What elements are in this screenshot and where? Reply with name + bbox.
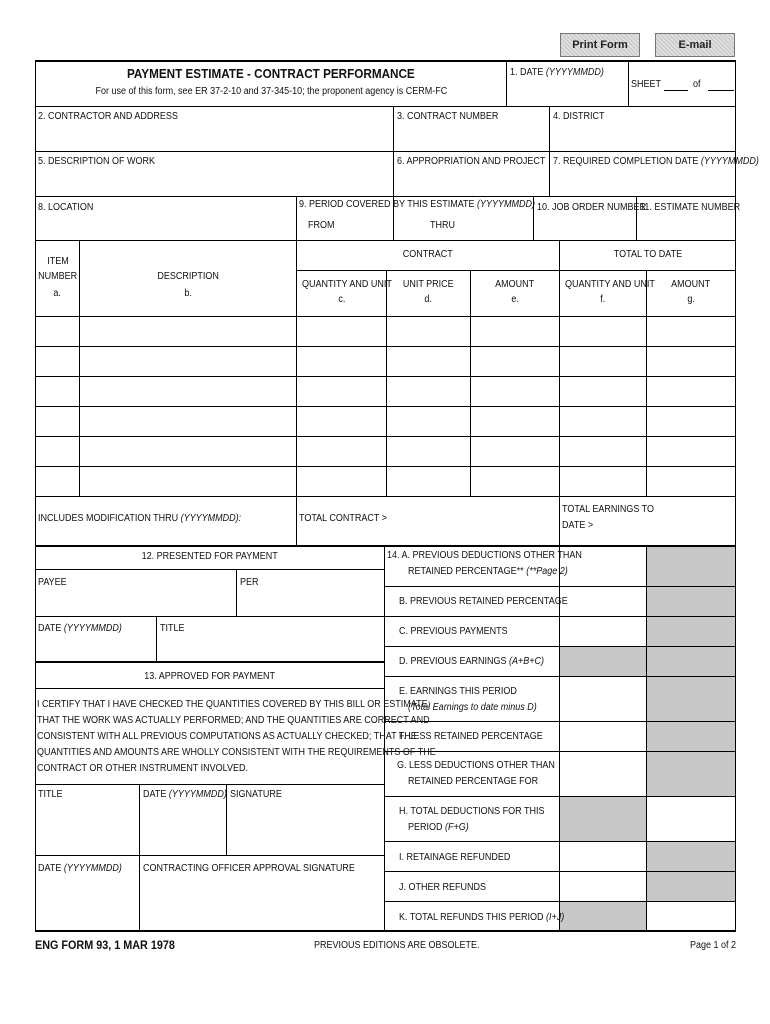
shaded-cell xyxy=(647,752,735,796)
shaded-cell xyxy=(647,647,735,676)
approved-date2-field[interactable]: DATE (YYYYMMDD) xyxy=(38,863,122,874)
shaded-cell xyxy=(647,617,735,646)
col-d: d. xyxy=(424,294,433,305)
email-button[interactable]: E-mail xyxy=(655,33,735,57)
job-order-field[interactable]: 10. JOB ORDER NUMBER xyxy=(537,202,647,213)
col-e: e. xyxy=(511,294,519,305)
per-field[interactable]: PER xyxy=(240,577,259,588)
period-from[interactable]: FROM xyxy=(308,220,335,231)
print-form-button[interactable]: Print Form xyxy=(560,33,640,57)
shaded-cell xyxy=(560,647,646,676)
total-contract-label: TOTAL CONTRACT > xyxy=(299,513,387,524)
summary-j: J. OTHER REFUNDS xyxy=(399,882,487,893)
summary-e-2: (Total Earnings to date minus D) xyxy=(408,702,537,713)
shaded-cell xyxy=(647,587,735,616)
approved-title: 13. APPROVED FOR PAYMENT xyxy=(144,671,276,682)
summary-c: C. PREVIOUS PAYMENTS xyxy=(399,626,508,637)
summary-h: H. TOTAL DEDUCTIONS FOR THIS xyxy=(399,806,545,817)
certify-line-1: I CERTIFY THAT I HAVE CHECKED THE QUANTITIES COVERED BY THIS BILL OR ESTIMATE; xyxy=(37,699,431,710)
approved-title-field[interactable]: TITLE xyxy=(38,789,63,800)
presented-title-field[interactable]: TITLE xyxy=(160,623,185,634)
summary-d: D. PREVIOUS EARNINGS (A+B+C) xyxy=(399,656,545,667)
certify-line-3: CONSISTENT WITH ALL PREVIOUS COMPUTATIONS AS ACTUALLY CHECKED; THAT THE xyxy=(37,731,417,742)
certify-line-2: THAT THE WORK WAS ACTUALLY PERFORMED; AND THE QUANTITIES ARE CORRECT AND xyxy=(37,715,430,726)
period-thru[interactable]: THRU xyxy=(430,220,456,231)
page-number: Page 1 of 2 xyxy=(690,940,737,951)
approved-date-field[interactable]: DATE (YYYYMMDD) xyxy=(143,789,227,800)
summary-e: E. EARNINGS THIS PERIOD xyxy=(399,686,517,697)
summary-i: I. RETAINAGE REFUNDED xyxy=(399,852,511,863)
shaded-cell xyxy=(560,797,646,841)
col-c: c. xyxy=(337,294,346,305)
estimate-number-field[interactable]: 11. ESTIMATE NUMBER xyxy=(640,202,741,213)
presented-title: 12. PRESENTED FOR PAYMENT xyxy=(141,551,279,562)
includes-modification[interactable]: INCLUDES MODIFICATION THRU (YYYYMMDD): xyxy=(38,513,242,524)
col-item: ITEM xyxy=(46,256,69,267)
total-earnings-label: TOTAL EARNINGS TO xyxy=(562,504,655,515)
description-field[interactable]: 5. DESCRIPTION OF WORK xyxy=(38,156,156,167)
date-field[interactable]: 1. DATE (YYYYMMDD) xyxy=(510,67,604,78)
col-item-number: NUMBER xyxy=(38,271,78,282)
sheet-of-label: of xyxy=(693,79,701,90)
summary-f: F. LESS RETAINED PERCENTAGE xyxy=(399,731,543,742)
co-signature-field[interactable]: CONTRACTING OFFICER APPROVAL SIGNATURE xyxy=(143,863,355,874)
contract-header: CONTRACT xyxy=(402,249,454,260)
appropriation-field[interactable]: 6. APPROPRIATION AND PROJECT xyxy=(397,156,546,167)
col-b: b. xyxy=(184,288,192,299)
obsolete-notice: PREVIOUS EDITIONS ARE OBSOLETE. xyxy=(314,940,480,951)
col-total-amount: AMOUNT xyxy=(671,279,711,290)
total-to-date-header: TOTAL TO DATE xyxy=(613,249,682,260)
summary-a: 14. A. PREVIOUS DEDUCTIONS OTHER THAN xyxy=(387,550,582,561)
certify-line-4: QUANTITIES AND AMOUNTS ARE WHOLLY CONSISTENT WITH THE REQUIREMENTS OF THE xyxy=(37,747,436,758)
form-subtitle: For use of this form, see ER 37-2-10 and 37-345-10; the proponent agency is CERM-FC xyxy=(95,86,447,97)
summary-a-2: RETAINED PERCENTAGE** (**Page 2) xyxy=(408,566,568,577)
shaded-cell xyxy=(647,722,735,751)
sheet-field[interactable]: SHEET xyxy=(631,79,662,90)
district-field[interactable]: 4. DISTRICT xyxy=(553,111,605,122)
shaded-cell xyxy=(647,872,735,901)
summary-g: G. LESS DEDUCTIONS OTHER THAN xyxy=(397,760,555,771)
col-description: DESCRIPTION xyxy=(157,271,219,282)
col-f: f. xyxy=(600,294,606,305)
form-title: PAYMENT ESTIMATE - CONTRACT PERFORMANCE xyxy=(127,66,415,81)
col-a: a. xyxy=(53,288,62,299)
shaded-cell xyxy=(647,547,735,586)
col-unit-price: UNIT PRICE xyxy=(403,279,454,290)
shaded-cell xyxy=(647,677,735,721)
shaded-cell xyxy=(647,842,735,871)
summary-k: K. TOTAL REFUNDS THIS PERIOD (I+J) xyxy=(399,912,565,923)
contractor-field[interactable]: 2. CONTRACTOR AND ADDRESS xyxy=(38,111,178,122)
summary-h-2: PERIOD (F+G) xyxy=(408,822,469,833)
period-field: 9. PERIOD COVERED BY THIS ESTIMATE (YYYYMMDD) xyxy=(299,199,536,210)
col-qty-unit: QUANTITY AND UNIT xyxy=(301,279,392,290)
col-g: g. xyxy=(687,294,695,305)
approved-signature-field[interactable]: SIGNATURE xyxy=(230,789,282,800)
col-amount: AMOUNT xyxy=(495,279,535,290)
shaded-cell xyxy=(560,902,646,930)
payee-field[interactable]: PAYEE xyxy=(38,577,67,588)
summary-g-2: RETAINED PERCENTAGE FOR xyxy=(408,776,539,787)
location-field[interactable]: 8. LOCATION xyxy=(38,202,94,213)
completion-date-field[interactable]: 7. REQUIRED COMPLETION DATE (YYYYMMDD) xyxy=(553,156,759,167)
summary-b: B. PREVIOUS RETAINED PERCENTAGE xyxy=(399,596,568,607)
total-earnings-label-2: DATE > xyxy=(562,520,594,531)
form-number: ENG FORM 93, 1 MAR 1978 xyxy=(35,938,175,952)
col-total-qty-unit: QUANTITY AND UNIT xyxy=(564,279,655,290)
certify-line-5: CONTRACT OR OTHER INSTRUMENT INVOLVED. xyxy=(37,763,249,774)
contract-number-field[interactable]: 3. CONTRACT NUMBER xyxy=(397,111,499,122)
presented-date-field[interactable]: DATE (YYYYMMDD) xyxy=(38,623,122,634)
